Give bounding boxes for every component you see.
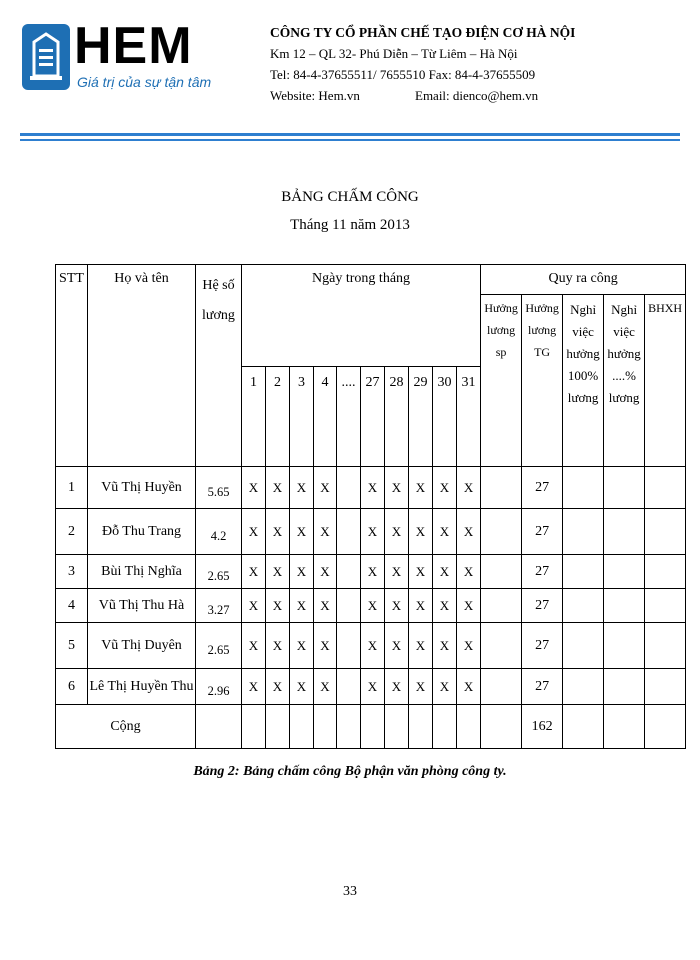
total-empty [242, 705, 266, 749]
header-name: Họ và tên [88, 265, 196, 467]
day-mark: X [409, 623, 433, 669]
row-nghi-100 [563, 509, 604, 555]
day-mark: X [433, 589, 457, 623]
total-empty [266, 705, 290, 749]
row-name: Vũ Thị Huyền [88, 467, 196, 509]
day-mark: X [266, 669, 290, 705]
day-mark: X [242, 669, 266, 705]
day-header: 2 [266, 367, 290, 467]
day-header: .... [337, 367, 361, 467]
row-stt: 5 [56, 623, 88, 669]
day-mark [337, 555, 361, 589]
row-luong-sp [481, 509, 522, 555]
row-luong-tg: 27 [522, 509, 563, 555]
day-mark: X [242, 555, 266, 589]
table-row [56, 509, 686, 555]
day-mark: X [290, 467, 314, 509]
row-luong-tg: 27 [522, 623, 563, 669]
day-mark: X [361, 623, 385, 669]
day-mark: X [385, 623, 409, 669]
header-bhxh: BHXH [645, 295, 686, 467]
day-mark: X [409, 669, 433, 705]
day-mark: X [361, 555, 385, 589]
row-luong-tg: 27 [522, 589, 563, 623]
row-stt: 1 [56, 467, 88, 509]
day-mark: X [290, 669, 314, 705]
day-header: 29 [409, 367, 433, 467]
header-luong-sp: Hưởng lương sp [481, 295, 522, 467]
logo-slogan: Giá trị của sự tận tâm [77, 74, 212, 90]
table-row [56, 555, 686, 589]
day-mark: X [385, 467, 409, 509]
total-row [56, 705, 686, 749]
table-row [56, 589, 686, 623]
total-empty [563, 705, 604, 749]
page-number: 33 [343, 884, 357, 899]
row-luong-tg: 27 [522, 555, 563, 589]
company-info [270, 22, 575, 106]
row-luong-tg: 27 [522, 669, 563, 705]
row-coef: 4.2 [196, 509, 242, 555]
row-nghi-pct [604, 555, 645, 589]
row-bhxh [645, 509, 686, 555]
row-stt: 3 [56, 555, 88, 589]
row-coef: 3.27 [196, 589, 242, 623]
header-divider-thin [20, 139, 680, 141]
day-header: 4 [314, 367, 337, 467]
title-sub: Tháng 11 năm 2013 [290, 217, 410, 233]
company-phone: Tel: 84-4-37655511/ 7655510 Fax: 84-4-37655509 [270, 67, 536, 82]
row-luong-tg: 27 [522, 467, 563, 509]
day-mark: X [361, 669, 385, 705]
day-mark: X [266, 589, 290, 623]
day-mark: X [457, 669, 481, 705]
day-mark: X [409, 555, 433, 589]
row-bhxh [645, 669, 686, 705]
total-empty [604, 705, 645, 749]
day-header: 31 [457, 367, 481, 467]
table-row [56, 467, 686, 509]
day-mark [337, 669, 361, 705]
day-mark: X [433, 509, 457, 555]
row-luong-sp [481, 467, 522, 509]
day-mark: X [433, 467, 457, 509]
day-header: 27 [361, 367, 385, 467]
row-name: Vũ Thị Duyên [88, 623, 196, 669]
day-mark [337, 589, 361, 623]
day-mark: X [314, 623, 337, 669]
day-mark: X [433, 555, 457, 589]
total-empty [433, 705, 457, 749]
day-mark: X [242, 623, 266, 669]
row-nghi-100 [563, 623, 604, 669]
row-coef: 5.65 [196, 467, 242, 509]
day-header: 1 [242, 367, 266, 467]
day-mark: X [266, 555, 290, 589]
row-nghi-pct [604, 669, 645, 705]
total-empty [290, 705, 314, 749]
day-mark: X [385, 555, 409, 589]
day-mark: X [290, 555, 314, 589]
day-mark: X [290, 589, 314, 623]
day-mark: X [314, 555, 337, 589]
table-row [56, 669, 686, 705]
day-mark: X [242, 589, 266, 623]
header-quy-ra-cong: Quy ra công [481, 265, 686, 295]
total-empty [385, 705, 409, 749]
row-luong-sp [481, 589, 522, 623]
row-stt: 6 [56, 669, 88, 705]
row-bhxh [645, 589, 686, 623]
total-empty [337, 705, 361, 749]
day-mark: X [361, 589, 385, 623]
day-mark: X [457, 467, 481, 509]
row-bhxh [645, 467, 686, 509]
total-empty [645, 705, 686, 749]
header-nghi-pct: Nghỉ việc hưởng ....% lương [604, 295, 645, 467]
row-bhxh [645, 623, 686, 669]
attendance-table [55, 264, 686, 749]
row-nghi-100 [563, 589, 604, 623]
header-coef: Hệ số lương [196, 265, 242, 467]
row-luong-sp [481, 669, 522, 705]
row-nghi-pct [604, 623, 645, 669]
day-mark: X [266, 509, 290, 555]
document-title [0, 183, 700, 239]
row-nghi-100 [563, 555, 604, 589]
day-mark: X [457, 623, 481, 669]
day-mark: X [385, 669, 409, 705]
day-mark: X [409, 509, 433, 555]
total-empty [481, 705, 522, 749]
day-mark: X [433, 623, 457, 669]
day-mark: X [266, 623, 290, 669]
header-divider [20, 133, 680, 136]
day-mark: X [242, 509, 266, 555]
row-nghi-pct [604, 467, 645, 509]
total-empty [361, 705, 385, 749]
day-mark: X [266, 467, 290, 509]
day-mark: X [409, 467, 433, 509]
company-website[interactable]: Website: Hem.vn [270, 88, 360, 103]
header-days: Ngày trong tháng [242, 265, 481, 367]
row-nghi-100 [563, 669, 604, 705]
total-empty [196, 705, 242, 749]
day-mark: X [433, 669, 457, 705]
day-mark: X [385, 509, 409, 555]
day-mark: X [361, 467, 385, 509]
row-stt: 2 [56, 509, 88, 555]
day-mark [337, 467, 361, 509]
day-mark: X [409, 589, 433, 623]
row-name: Lê Thị Huyền Thu [88, 669, 196, 705]
row-coef: 2.96 [196, 669, 242, 705]
day-mark: X [314, 467, 337, 509]
row-stt: 4 [56, 589, 88, 623]
day-mark: X [290, 509, 314, 555]
total-label: Cộng [56, 705, 196, 749]
day-mark: X [361, 509, 385, 555]
logo-emblem-icon [22, 24, 70, 90]
company-name: CÔNG TY CỔ PHẦN CHẾ TẠO ĐIỆN CƠ HÀ NỘI [270, 25, 576, 40]
header-luong-tg: Hưởng lương TG [522, 295, 563, 467]
row-name: Đỗ Thu Trang [88, 509, 196, 555]
day-mark: X [457, 589, 481, 623]
company-email[interactable]: Email: dienco@hem.vn [415, 88, 539, 103]
row-nghi-pct [604, 509, 645, 555]
day-mark [337, 509, 361, 555]
day-mark: X [457, 555, 481, 589]
day-mark: X [457, 509, 481, 555]
row-nghi-pct [604, 589, 645, 623]
day-mark: X [314, 589, 337, 623]
row-bhxh [645, 555, 686, 589]
row-coef: 2.65 [196, 555, 242, 589]
table-row [56, 623, 686, 669]
day-mark: X [242, 467, 266, 509]
day-mark: X [385, 589, 409, 623]
row-nghi-100 [563, 467, 604, 509]
row-coef: 2.65 [196, 623, 242, 669]
row-name: Vũ Thị Thu Hà [88, 589, 196, 623]
logo-wordmark: HEM [74, 17, 193, 75]
day-header: 30 [433, 367, 457, 467]
total-luong-tg: 162 [522, 705, 563, 749]
day-mark: X [314, 669, 337, 705]
letterhead [0, 0, 700, 150]
header-nghi-100: Nghỉ việc hưởng 100% lương [563, 295, 604, 467]
table-caption: Bảng 2: Bảng chấm công Bộ phận văn phòng công ty. [193, 764, 507, 779]
company-logo [22, 17, 222, 102]
day-mark: X [290, 623, 314, 669]
title-main: BẢNG CHẤM CÔNG [281, 189, 419, 205]
total-empty [409, 705, 433, 749]
total-empty [314, 705, 337, 749]
day-mark [337, 623, 361, 669]
total-empty [457, 705, 481, 749]
row-name: Bùi Thị Nghĩa [88, 555, 196, 589]
day-mark: X [314, 509, 337, 555]
day-header: 3 [290, 367, 314, 467]
day-header: 28 [385, 367, 409, 467]
company-address: Km 12 – QL 32- Phú Diễn – Từ Liêm – Hà Nội [270, 46, 518, 61]
header-stt: STT [56, 265, 88, 467]
row-luong-sp [481, 623, 522, 669]
row-luong-sp [481, 555, 522, 589]
